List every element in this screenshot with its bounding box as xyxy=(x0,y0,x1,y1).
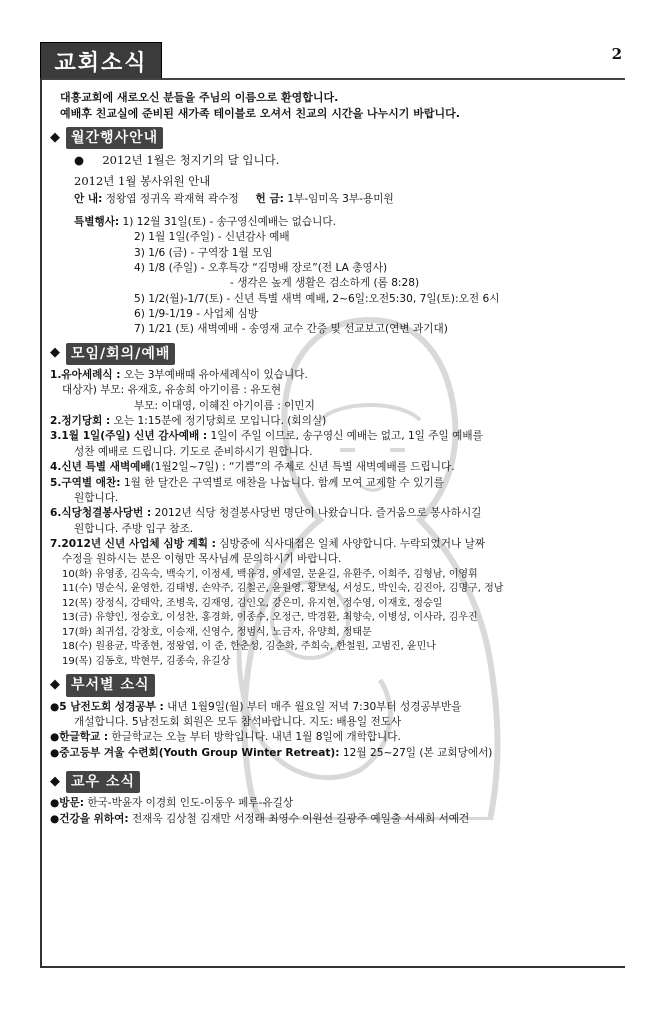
meeting-item: 1.유아세례식 : 오는 3부예배때 유아세례식이 있습니다. xyxy=(50,369,308,382)
welcome-line: 예배후 친교실에 준비된 새가족 테이블로 오셔서 친교의 시간을 나누시기 바랍니다. xyxy=(60,106,460,120)
meeting-item: 4.신년 특별 새벽예배(1월2일~7일) : “기쁨”의 주제로 신년 특별 새벽예배를 드립니다. xyxy=(50,461,455,474)
department-item: 개설합니다. 5남전도회 회원은 모두 참석바랍니다. 지도: 배용일 전도사 xyxy=(74,715,402,728)
meeting-item: 대상자) 부모: 유재호, 유송희 아기이름 : 유도현 xyxy=(62,384,282,397)
service-guide: 안 내: 정왕엽 정귀옥 곽재혁 곽수정 헌 금: 1부-임미옥 3부-용미원 xyxy=(74,192,394,205)
event-item: 2) 1월 1일(주일) - 신년감사 예배 xyxy=(134,231,290,244)
event-item: 1) 12월 31일(토) - 송구영신예배는 없습니다. xyxy=(122,215,336,228)
visit-row: 12(목) 장정식, 강태악, 조병욱, 김재영, 김인오, 강은미, 유지현, 정수영, 이재호, 정승일 xyxy=(62,597,443,609)
meeting-item: 7.2012년 신년 사업체 심방 계획 : 심방중에 식사대접은 일체 사양합니다. 누락되었거나 날짜 xyxy=(50,538,486,550)
monthly-bullet: ● 2012년 1월은 청지기의 달 입니다. xyxy=(74,153,280,168)
member-item: ●방문: 한국-박윤자 이경희 인도-이동우 페루-유길상 xyxy=(50,797,294,810)
department-item: ●5 남전도회 성경공부 : 내년 1월9일(월) 부터 매주 월요일 저녁 7:30부터 성경공부반을 xyxy=(50,700,462,713)
content-area xyxy=(50,90,620,827)
meeting-item: 2.정기당회 : 오는 1:15분에 정기당회로 모입니다. (회의실) xyxy=(50,415,327,428)
welcome-line: 대흥교회에 새로오신 분들을 주님의 이름으로 환영합니다. xyxy=(60,91,339,104)
diamond-icon: ◆ xyxy=(50,676,60,692)
event-item: 6) 1/9-1/19 - 사업체 심방 xyxy=(134,308,258,321)
event-item: 7) 1/21 (토) 새벽예배 - 송영재 교수 간증 및 선교보고(연변 과기대) xyxy=(134,323,448,336)
page-number: 2 xyxy=(611,45,622,63)
event-item: 5) 1/2(월)-1/7(토) - 신년 특별 새벽 예배, 2~6일:오전5:30, 7일(토):오전 6시 xyxy=(134,292,500,305)
event-item: - 생각은 높게 생활은 검소하게 (롬 8:28) xyxy=(230,277,420,290)
special-events-row: 특별행사: 1) 12월 31일(토) - 송구영신예배는 없습니다. xyxy=(74,215,336,228)
section-departments-title: ◆ 부서별 소식 xyxy=(50,674,155,696)
bottom-rule xyxy=(40,966,625,968)
event-item: 4) 1/8 (주일) - 오후특강 “김명배 장로”(전 LA 총영사) xyxy=(134,261,388,274)
bullet-icon: ● xyxy=(74,153,85,168)
meeting-item: 5.구역별 애찬: 1월 한 달간은 구역별로 애찬을 나눕니다. 함께 모여 교제할 수 있기를 xyxy=(50,476,444,489)
meeting-item: 6.식당청결봉사당번 : 2012년 식당 청결봉사당번 명단이 나왔습니다. 즐거움으로 봉사하시길 xyxy=(50,507,482,520)
visit-row: 11(수) 명순식, 윤영한, 김태병, 손약주, 김철곤, 윤원영, 황보성, 서성도, 박인숙, 김진아, 김명구, 정남 xyxy=(62,583,504,595)
visit-row: 17(화) 최귀섭, 강창호, 이승재, 신영수, 정범식, 노금자, 유양희, 정태문 xyxy=(62,626,372,638)
meeting-item: 3.1월 1일(주일) 신년 감사예배 : 1일이 주일 이므로, 송구영신 예배는 없고, 1일 주일 예배를 xyxy=(50,430,483,443)
visit-row: 18(수) 원용균, 박종현, 정왕엽, 이 준, 한춘성, 김순화, 주희숙, 한철원, 고범진, 윤민나 xyxy=(62,641,436,653)
header-rule xyxy=(40,78,625,80)
section-meetings-title: ◆ 모임/회의/예배 xyxy=(50,343,175,365)
service-title: 2012년 1월 봉사위원 안내 xyxy=(74,173,211,188)
visit-row: 10(화) 유영종, 김옥숙, 백숙기, 이정세, 백유경, 이세열, 문윤길, 유환주, 이희주, 김형남, 이영휘 xyxy=(62,568,478,580)
section-header-title: 교회소식 xyxy=(40,42,162,80)
meeting-item: 원합니다. 주방 입구 참조. xyxy=(74,522,194,535)
diamond-icon: ◆ xyxy=(50,345,60,361)
event-item: 3) 1/6 (금) - 구역장 1월 모임 xyxy=(134,246,273,259)
meeting-item: 성찬 예배로 드립니다. 기도로 준비하시기 원합니다. xyxy=(74,445,313,458)
meeting-item: 원합니다. xyxy=(74,491,119,504)
section-monthly-title: ◆ 월간행사안내 xyxy=(50,127,163,149)
member-item: ●건강을 위하여: 전재욱 김상철 김재만 서정래 최영수 이원선 길광주 예일출 서세희 서예건 xyxy=(50,812,470,825)
diamond-icon: ◆ xyxy=(50,773,60,789)
welcome-text xyxy=(50,90,620,122)
visit-row: 13(금) 유향인, 정승호, 이성찬, 홍경화, 이종수, 오정근, 박경환, 최향숙, 이병성, 이사라, 김우진 xyxy=(62,612,478,624)
meeting-item: 부모: 이대영, 이혜진 아기이름 : 이민지 xyxy=(134,399,315,412)
left-rule xyxy=(40,78,42,968)
meeting-item: 수정을 원하시는 분은 이형만 목사님께 문의하시기 바랍니다. xyxy=(62,553,342,566)
section-members-title: ◆ 교우 소식 xyxy=(50,771,140,793)
department-item: ●한글학교 : 한글학교는 오늘 부터 방학입니다. 내년 1월 8일에 개학합니다. xyxy=(50,731,401,744)
visit-row: 19(목) 김동호, 박현무, 김종숙, 유길상 xyxy=(62,655,231,667)
diamond-icon: ◆ xyxy=(50,129,60,145)
department-item: ●중고등부 겨울 수련회(Youth Group Winter Retreat): 12월 25~27일 (본 교회당에서) xyxy=(50,746,493,759)
